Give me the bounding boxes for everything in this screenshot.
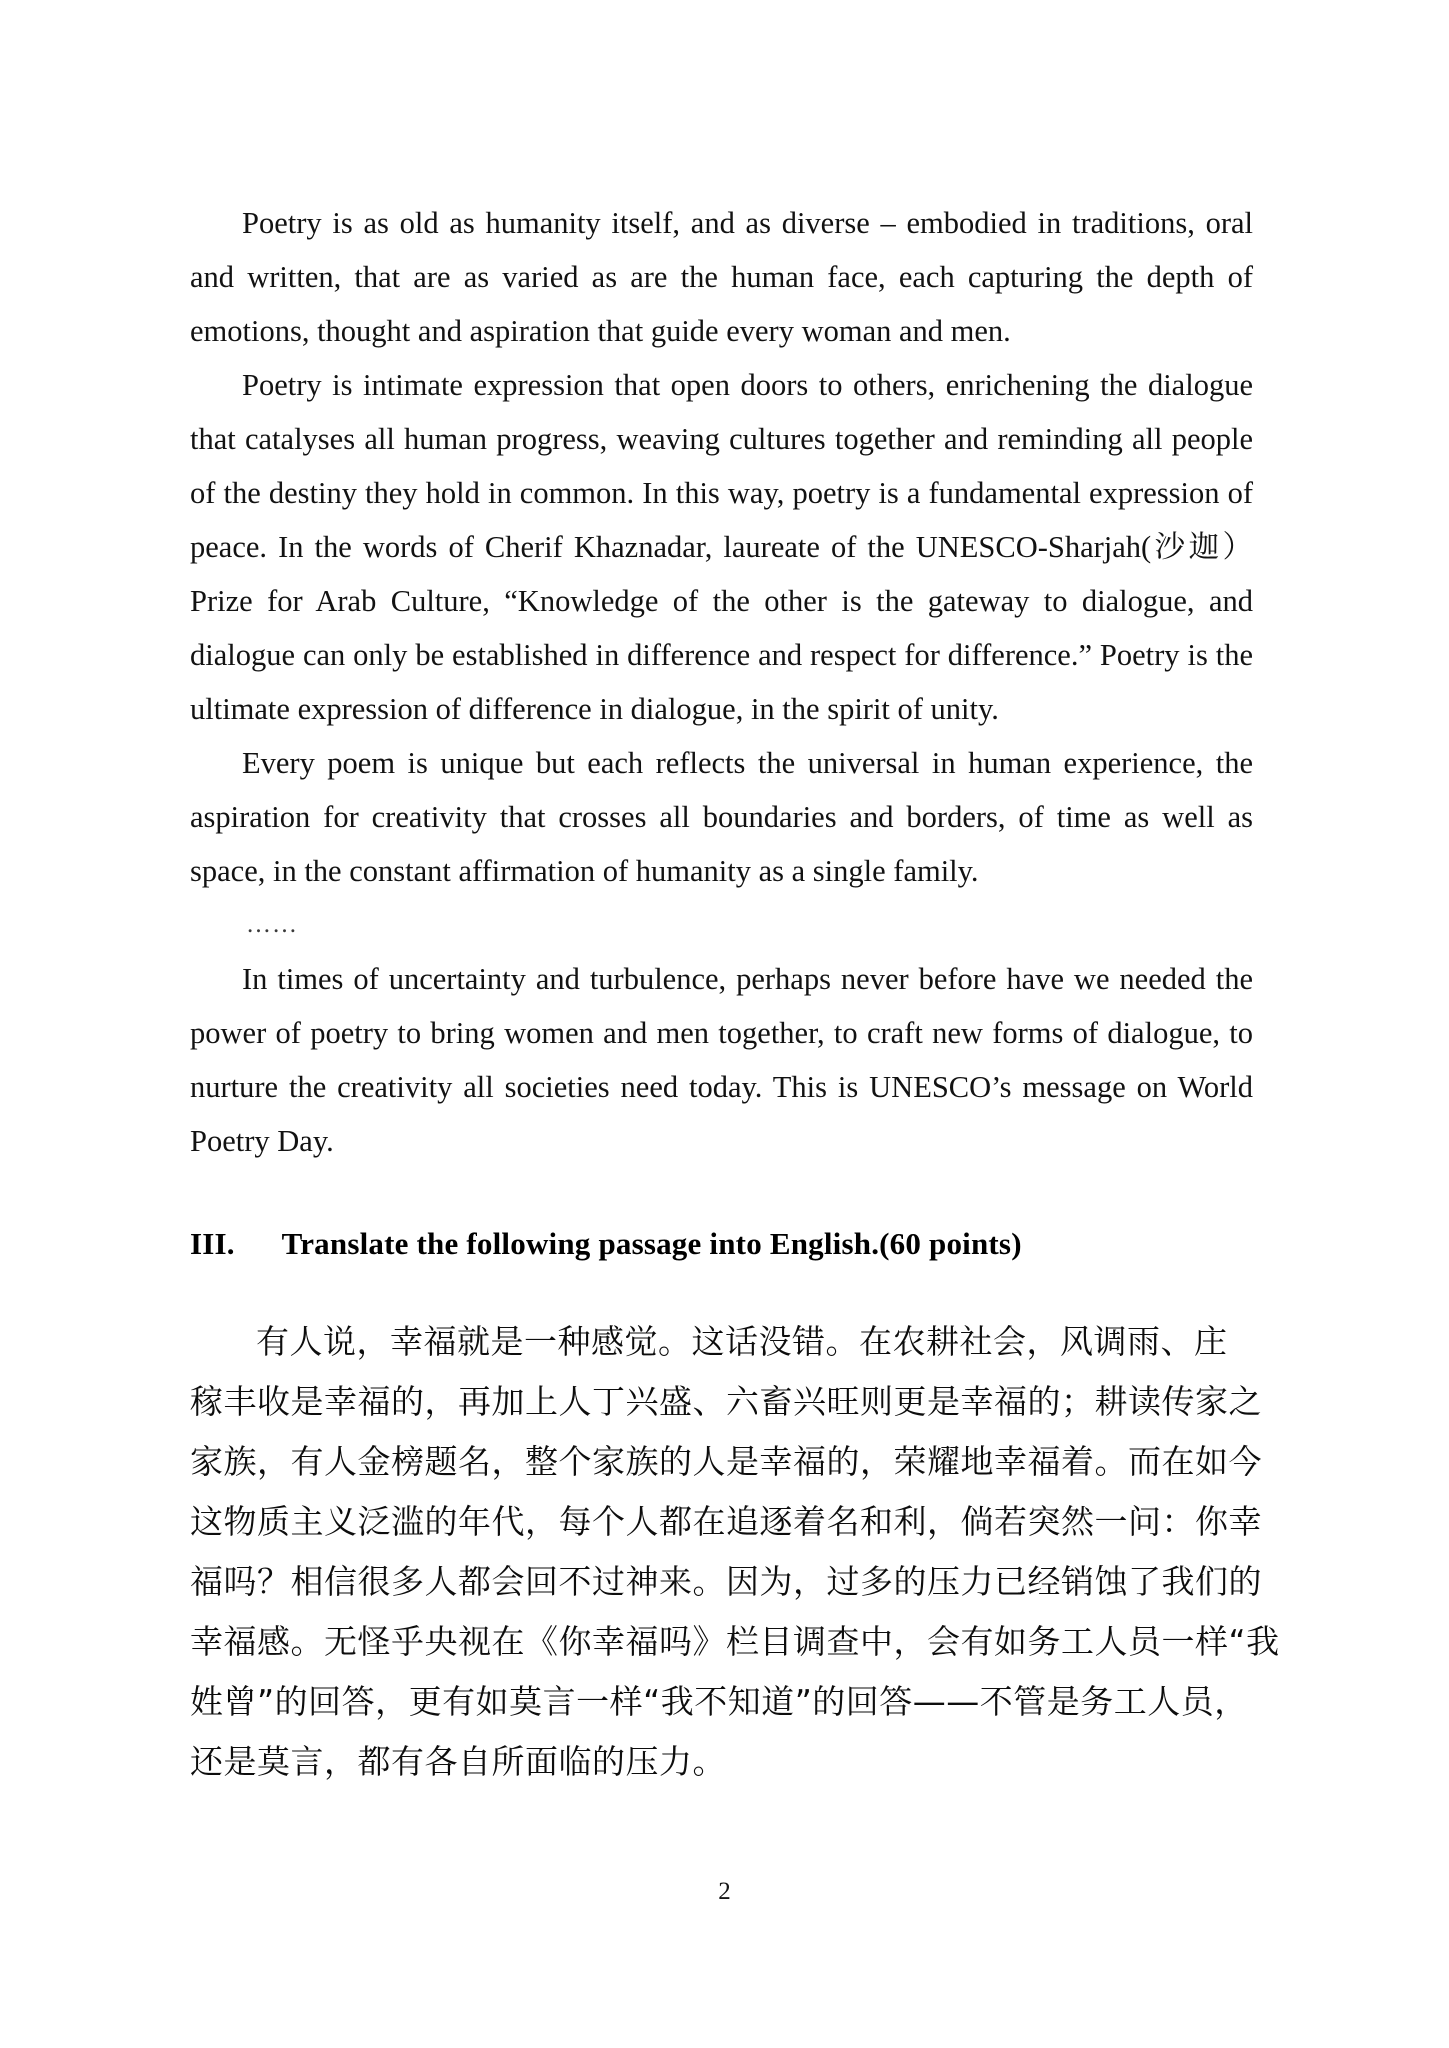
chinese-line: 福吗？相信很多人都会回不过神来。因为，过多的压力已经销蚀了我们的 (190, 1562, 1262, 1601)
section-heading-part-three: III. Translate the following passage into English.(60 points) (190, 1226, 1022, 1261)
chinese-line: 还是莫言，都有各自所面临的压力。 (190, 1742, 726, 1781)
paragraph-poetry-intimate: Poetry is intimate expression that open doors to others, enrichening the dialogue that catalyses all human progress, weaving cultures together and reminding all people of the destiny they hold in common. In this way, poetry is a fundamental expression of peace. In the words of Cherif Khaznadar, laureate of the UNESCO-Sharjah(沙迦）Prize for Arab Culture, “Knowledge of the other is the gateway to dialogue, and dialogue can only be established in difference and respect for difference.” Poetry is the ultimate expression of difference in dialogue, in the spirit of unity. (190, 368, 1253, 726)
ellipsis-marker: …… (246, 911, 298, 938)
paragraph-every-poem: Every poem is unique but each reflects the universal in human experience, the aspiration for creativity that crosses all boundaries and borders, of time as well as space, in the constant affirmation of humanity as a single family. (190, 746, 1253, 888)
chinese-line: 稼丰收是幸福的，再加上人丁兴盛、六畜兴旺则更是幸福的；耕读传家之 (190, 1382, 1262, 1421)
page-content (190, 196, 1280, 1792)
chinese-line: 有人说，幸福就是一种感觉。这话没错。在农耕社会，风调雨、庄 (256, 1322, 1228, 1361)
chinese-line: 姓曾”的回答，更有如莫言一样“我不知道”的回答——不管是务工人员， (190, 1682, 1248, 1721)
chinese-line: 家族，有人金榜题名，整个家族的人是幸福的，荣耀地幸福着。而在如今 (190, 1442, 1262, 1481)
chinese-line: 幸福感。无怪乎央视在《你幸福吗》栏目调查中，会有如务工人员一样“我 (190, 1622, 1280, 1661)
chinese-line: 这物质主义泛滥的年代，每个人都在追逐着名和利，倘若突然一问：你幸 (190, 1502, 1262, 1541)
page-number: 2 (718, 1878, 731, 1905)
chinese-passage (190, 1312, 1280, 1792)
paragraph-poetry-old: Poetry is as old as humanity itself, and as diverse – embodied in traditions, oral and written, that are as varied as are the human face, each capturing the depth of emotions, thought and aspiration that guide every woman and men. (190, 206, 1253, 348)
chinese-paragraph (190, 1312, 1280, 1792)
paragraph-closing: In times of uncertainty and turbulence, perhaps never before have we needed the power of poetry to bring women and men together, to craft new forms of dialogue, to nurture the creativity all societies need today. This is UNESCO’s message on World Poetry Day. (190, 962, 1253, 1158)
